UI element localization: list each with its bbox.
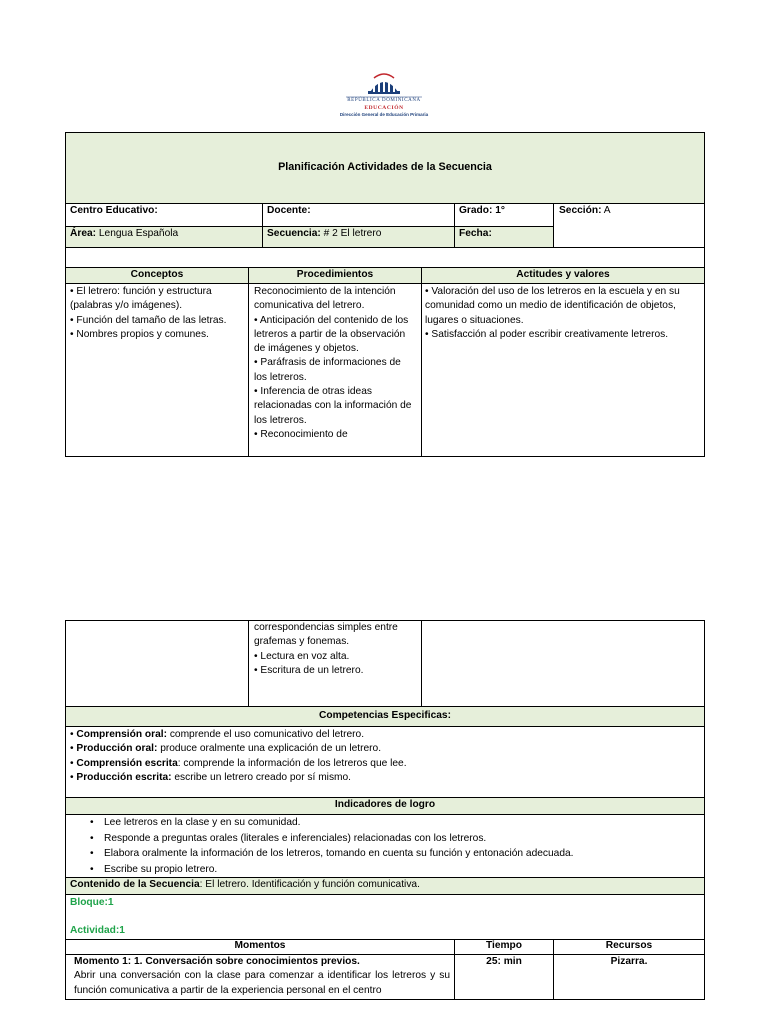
conceptos-cell xyxy=(65,283,249,457)
grado-label: Grado: xyxy=(459,205,493,216)
competencias-header xyxy=(65,706,705,727)
actitudes-cell xyxy=(421,283,705,457)
conceptos-header-label: Conceptos xyxy=(130,269,184,280)
competencia-item xyxy=(70,771,700,785)
bloque-cell xyxy=(65,894,705,940)
indicador-item: • Responde a preguntas orales (literales e inferenciales) relacionadas con los letreros. xyxy=(86,831,696,847)
indicadores-title: Indicadores de logro xyxy=(334,799,436,810)
indicadores-list xyxy=(86,815,696,877)
secuencia-label: Secuencia: xyxy=(267,228,321,239)
tiempo-header-label: Tiempo xyxy=(485,940,523,951)
logo-line-1: REPÚBLICA DOMINICANA xyxy=(347,98,421,103)
contenido-label: Contenido de la Secuencia xyxy=(70,879,200,890)
procedimiento-item: Reconocimiento de la intención comunicativa del letrero. xyxy=(254,286,396,312)
recursos-header xyxy=(553,939,705,955)
momentos-header xyxy=(65,939,455,955)
grado-value: 1° xyxy=(495,205,505,216)
competencia-label: Producción oral: xyxy=(76,743,158,755)
competencia-text: : comprende la información de los letreros que lee. xyxy=(177,757,407,769)
momentos-header-label: Momentos xyxy=(234,940,286,951)
area-cell xyxy=(65,226,263,248)
conceptos-list xyxy=(70,285,246,342)
procedimientos-cont-cell xyxy=(248,620,422,707)
seccion-value: A xyxy=(603,205,611,216)
blank-row xyxy=(65,247,705,268)
tiempo-header xyxy=(454,939,554,955)
competencia-text: produce oralmente una explicación de un letrero. xyxy=(157,743,382,755)
logo-line-3: Dirección General de Educación Primaria xyxy=(339,112,429,117)
indicador-item: • Escribe su propio letrero. xyxy=(86,862,696,878)
competencia-item xyxy=(70,728,700,742)
actitudes-header-label: Actitudes y valores xyxy=(516,269,610,280)
indicadores-header xyxy=(65,797,705,815)
concepto-item: • Función del tamaño de las letras. xyxy=(70,314,227,326)
logo-line-2: EDUCACIÓN xyxy=(364,105,404,111)
actitud-item: • Satisfacción al poder escribir creativamente letreros. xyxy=(425,328,669,340)
competencia-label: Comprensión oral: xyxy=(76,729,167,740)
competencias-list xyxy=(70,728,700,785)
indicador-item: • Lee letreros en la clase y en su comunidad. xyxy=(86,815,696,831)
actitudes-list xyxy=(425,285,701,342)
bullet: • xyxy=(70,729,77,740)
secuencia-value: # 2 El letrero xyxy=(323,228,382,239)
concepto-item: • El letrero: función y estructura (palabras y/o imágenes). xyxy=(70,286,212,312)
planning-title-cell xyxy=(65,132,705,204)
indicador-item: • Elabora oralmente la información de los letreros, tomando en cuenta su función y entonación adecuada. xyxy=(86,846,696,862)
momento-1-recursos-cell xyxy=(553,954,705,1000)
page-title: Planificación Actividades de la Secuencia xyxy=(278,161,492,173)
momento-1-text: Abrir una conversación con la clase para comenzar a identificar los letreros y su función comunicativa a partir de la experiencia personal en el centro xyxy=(74,970,450,996)
secuencia-text xyxy=(267,228,381,239)
procedimiento-item: • Escritura de un letrero. xyxy=(254,664,364,676)
recursos-header-label: Recursos xyxy=(605,940,653,951)
competencia-text: escribe un letrero creado por sí mismo. xyxy=(171,771,352,783)
procedimientos-cell xyxy=(248,283,422,457)
contenido-value: : El letrero. Identificación y función comunicativa. xyxy=(199,879,420,890)
fecha-cell xyxy=(454,226,554,248)
procedimiento-item: correspondencias simples entre grafemas y fonemas. xyxy=(254,622,398,648)
procedimiento-item: • Reconocimiento de xyxy=(254,428,348,440)
procedimientos-cont-list xyxy=(254,621,414,678)
actividad-label: Actividad:1 xyxy=(70,925,125,936)
seccion-cell xyxy=(553,203,705,248)
logo xyxy=(318,70,450,122)
centro-cell xyxy=(65,203,263,227)
conceptos-cont-cell xyxy=(65,620,249,707)
secuencia-cell xyxy=(262,226,455,248)
fecha-label: Fecha: xyxy=(459,228,492,239)
actitudes-header xyxy=(421,267,705,284)
conceptos-header xyxy=(65,267,249,284)
contenido-cell xyxy=(65,877,705,895)
momento-1-recursos: Pizarra. xyxy=(610,956,648,967)
docente-label: Docente: xyxy=(267,205,311,216)
momento-1-content xyxy=(74,955,450,998)
contenido-text xyxy=(70,879,420,890)
momento-1-cell xyxy=(65,954,455,1000)
procedimiento-item: • Paráfrasis de informaciones de los letreros. xyxy=(254,357,401,383)
seccion-label: Sección: xyxy=(559,205,602,216)
momento-1-tiempo: 25: min xyxy=(486,956,522,967)
competencia-label: Producción escrita: xyxy=(76,771,172,783)
grado-text xyxy=(459,205,505,216)
procedimiento-item: • Anticipación del contenido de los letreros a partir de la observación de imágenes y objetos. xyxy=(254,314,409,355)
procedimientos-header xyxy=(248,267,422,284)
competencia-text: comprende el uso comunicativo del letrero. xyxy=(166,729,365,740)
concepto-item: • Nombres propios y comunes. xyxy=(70,328,209,340)
seccion-text xyxy=(559,205,611,216)
competencias-cell xyxy=(65,726,705,798)
competencia-item xyxy=(70,742,700,756)
bullet: • xyxy=(70,757,77,769)
competencia-item xyxy=(70,757,700,771)
procedimientos-list xyxy=(254,285,414,442)
ministry-seal-icon xyxy=(318,70,450,100)
grado-cell xyxy=(454,203,554,227)
area-label: Área: xyxy=(70,228,97,239)
actitudes-cont-cell xyxy=(421,620,705,707)
procedimientos-header-label: Procedimientos xyxy=(296,269,374,280)
momento-1-title: Momento 1: 1. Conversación sobre conocimientos previos. xyxy=(74,956,360,967)
procedimiento-item: • Lectura en voz alta. xyxy=(254,650,350,662)
competencias-title: Competencias Especificas: xyxy=(319,710,451,721)
area-value: Lengua Española xyxy=(98,228,179,239)
actitud-item: • Valoración del uso de los letreros en la escuela y en su comunidad como un medio de identificación de objetos, lugares o situaciones. xyxy=(425,286,680,326)
procedimiento-item: • Inferencia de otras ideas relacionadas con la información de los letreros. xyxy=(254,386,412,426)
momento-1-tiempo-cell xyxy=(454,954,554,1000)
bullet: • xyxy=(70,743,77,755)
indicadores-cell xyxy=(65,814,705,878)
centro-label: Centro Educativo: xyxy=(70,205,158,216)
competencia-label: Comprensión escrita xyxy=(76,757,178,769)
bullet: • xyxy=(70,771,77,783)
docente-cell xyxy=(262,203,455,227)
bloque-label: Bloque:1 xyxy=(70,897,114,908)
area-text xyxy=(70,228,178,239)
